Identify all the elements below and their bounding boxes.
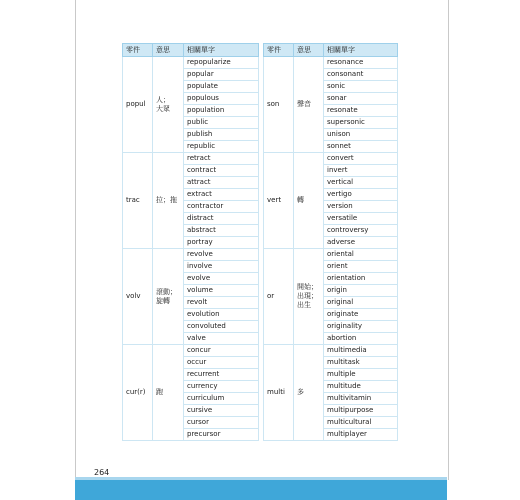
header-part: 零件 bbox=[123, 44, 153, 57]
related-word: multiple bbox=[324, 369, 398, 381]
header-meaning: 意思 bbox=[294, 44, 324, 57]
related-word: consonant bbox=[324, 69, 398, 81]
related-word: population bbox=[184, 105, 259, 117]
related-word: multivitamin bbox=[324, 393, 398, 405]
related-word: public bbox=[184, 117, 259, 129]
header-words: 相關單字 bbox=[324, 44, 398, 57]
table-row bbox=[123, 345, 259, 357]
header-part: 零件 bbox=[264, 44, 294, 57]
root-part: multi bbox=[264, 345, 294, 441]
related-word: sonar bbox=[324, 93, 398, 105]
related-word: revolve bbox=[184, 249, 259, 261]
root-meaning: 多 bbox=[294, 345, 324, 441]
root-meaning: 跑 bbox=[153, 345, 184, 441]
related-word: portray bbox=[184, 237, 259, 249]
root-part: trac bbox=[123, 153, 153, 249]
related-word: occur bbox=[184, 357, 259, 369]
related-word: originate bbox=[324, 309, 398, 321]
related-word: origin bbox=[324, 285, 398, 297]
related-word: contractor bbox=[184, 201, 259, 213]
related-word: populous bbox=[184, 93, 259, 105]
related-word: original bbox=[324, 297, 398, 309]
related-word: convoluted bbox=[184, 321, 259, 333]
related-word: oriental bbox=[324, 249, 398, 261]
table-row bbox=[123, 57, 259, 69]
related-word: precursor bbox=[184, 429, 259, 441]
root-part: volv bbox=[123, 249, 153, 345]
related-word: vertigo bbox=[324, 189, 398, 201]
related-word: versatile bbox=[324, 213, 398, 225]
table-row bbox=[264, 345, 398, 357]
table-row bbox=[264, 249, 398, 261]
root-meaning: 聲音 bbox=[294, 57, 324, 153]
related-word: cursor bbox=[184, 417, 259, 429]
footer-band bbox=[75, 480, 447, 500]
header-words: 相關單字 bbox=[184, 44, 259, 57]
related-word: resonance bbox=[324, 57, 398, 69]
root-part: or bbox=[264, 249, 294, 345]
related-word: sonnet bbox=[324, 141, 398, 153]
related-word: evolve bbox=[184, 273, 259, 285]
related-word: unison bbox=[324, 129, 398, 141]
related-word: retract bbox=[184, 153, 259, 165]
related-word: currency bbox=[184, 381, 259, 393]
related-word: curriculum bbox=[184, 393, 259, 405]
related-word: involve bbox=[184, 261, 259, 273]
related-word: resonate bbox=[324, 105, 398, 117]
related-word: multimedia bbox=[324, 345, 398, 357]
word-root-table-left bbox=[122, 43, 259, 441]
related-word: supersonic bbox=[324, 117, 398, 129]
related-word: extract bbox=[184, 189, 259, 201]
related-word: evolution bbox=[184, 309, 259, 321]
root-part: son bbox=[264, 57, 294, 153]
related-word: controversy bbox=[324, 225, 398, 237]
header-meaning: 意思 bbox=[153, 44, 184, 57]
related-word: repopularize bbox=[184, 57, 259, 69]
related-word: attract bbox=[184, 177, 259, 189]
related-word: originality bbox=[324, 321, 398, 333]
related-word: recurrent bbox=[184, 369, 259, 381]
table-header-row bbox=[264, 44, 398, 57]
root-part: cur(r) bbox=[123, 345, 153, 441]
table-header-row bbox=[123, 44, 259, 57]
related-word: vertical bbox=[324, 177, 398, 189]
related-word: multipurpose bbox=[324, 405, 398, 417]
root-part: popul bbox=[123, 57, 153, 153]
table-row bbox=[123, 153, 259, 165]
related-word: abortion bbox=[324, 333, 398, 345]
root-meaning: 拉；拖 bbox=[153, 153, 184, 249]
related-word: invert bbox=[324, 165, 398, 177]
related-word: contract bbox=[184, 165, 259, 177]
related-word: valve bbox=[184, 333, 259, 345]
related-word: sonic bbox=[324, 81, 398, 93]
related-word: version bbox=[324, 201, 398, 213]
related-word: publish bbox=[184, 129, 259, 141]
related-word: republic bbox=[184, 141, 259, 153]
related-word: revolt bbox=[184, 297, 259, 309]
related-word: orientation bbox=[324, 273, 398, 285]
table-row bbox=[264, 57, 398, 69]
root-meaning: 開始； 出現； 出生 bbox=[294, 249, 324, 345]
root-meaning: 人； 大眾 bbox=[153, 57, 184, 153]
related-word: volume bbox=[184, 285, 259, 297]
related-word: multitask bbox=[324, 357, 398, 369]
related-word: abstract bbox=[184, 225, 259, 237]
page-number: 264 bbox=[94, 468, 110, 477]
root-meaning: 滾動； 旋轉 bbox=[153, 249, 184, 345]
related-word: distract bbox=[184, 213, 259, 225]
related-word: popular bbox=[184, 69, 259, 81]
table-row bbox=[123, 249, 259, 261]
related-word: concur bbox=[184, 345, 259, 357]
table-row bbox=[264, 153, 398, 165]
related-word: multiplayer bbox=[324, 429, 398, 441]
related-word: populate bbox=[184, 81, 259, 93]
related-word: adverse bbox=[324, 237, 398, 249]
related-word: multitude bbox=[324, 381, 398, 393]
related-word: multicultural bbox=[324, 417, 398, 429]
root-meaning: 轉 bbox=[294, 153, 324, 249]
word-root-table-right bbox=[263, 43, 398, 441]
root-part: vert bbox=[264, 153, 294, 249]
related-word: orient bbox=[324, 261, 398, 273]
related-word: convert bbox=[324, 153, 398, 165]
related-word: cursive bbox=[184, 405, 259, 417]
